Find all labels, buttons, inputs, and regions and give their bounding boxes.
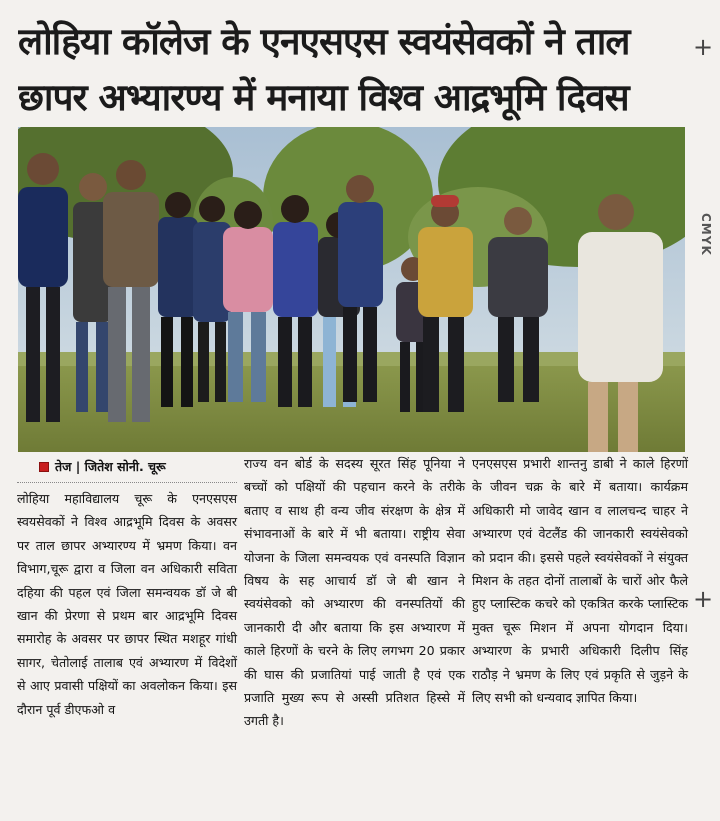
byline bbox=[17, 452, 237, 482]
cmyk-print-mark: CMYK bbox=[699, 213, 713, 256]
article-column-1 bbox=[17, 452, 237, 721]
registration-mark-icon: + bbox=[692, 585, 714, 613]
column-3-text: एनएसएस प्रभारी शान्तनु डाबी ने काले हिरणों के जीवन चक्र के बारे में बताया। कार्यक्रम अधिकारी मो जावेद खान व लालचन्द चाहर ने अभ्यारण एवं वेटलैंड की जानकारी स्वयंसेवको को प्रदान की। इससे पहले स्वयंसेवकों ने संयुक्त मिशन के तहत दोनों तालाबों के चारों ओर फैले हुए प्लास्टिक कचरे को एकत्रित करके प्लास्टिक मुक्त चूरू मिशन में अपना योगदान दिया। अभ्यारण के प्रभारी अधिकारी दिलीप सिंह राठौड़ ने भ्रमण के लिए एवं प्रकृति से जुड़ने के लिए सभी को धन्यवाद ज्ञापित किया। bbox=[472, 456, 688, 706]
byline-text: तेज | जितेश सोनी. चूरू bbox=[55, 459, 166, 474]
registration-mark-icon: + bbox=[692, 33, 714, 61]
group-photo-illustration bbox=[18, 127, 685, 452]
byline-marker-icon bbox=[39, 462, 49, 472]
headline-line-1: लोहिया कॉलेज के एनएसएस स्वयंसेवकों ने ताल bbox=[18, 20, 630, 63]
column-2-text: राज्य वन बोर्ड के सदस्य सूरत सिंह पूनिया ने बच्चों को पक्षियों की पहचान करने के तरीके बताए व साथ ही वन्य जीव संरक्षण के क्षेत्र में संभावनाओं के बारे में भी बताया। राष्ट्रीय सेवा योजना के जिला समन्वयक एवं वनस्पति विज्ञान विषय के सह आचार्य डॉ जे बी खान ने स्वयंसेवको को अभ्यारण की वनस्पतियों की जानकारी दी और बताया कि इस अभ्यारण में काले हिरणों के चरने के लिए लगभग 20 प्रकार की घास की प्रजातियां पाई जाती है एवं एक प्रजाति मुख्य रूप से अस्सी प्रतिशत हिस्से में उगती है। bbox=[244, 456, 465, 729]
article-column-3 bbox=[472, 452, 688, 709]
column-1-text: लोहिया महाविद्यालय चूरू के एनएसएस स्वयसेवकों ने विश्व आद्रभूमि दिवस के अवसर पर ताल छापर अभ्यारण्य में भ्रमण किया। वन विभाग,चूरू द्वारा व जिला वन अधिकारी सविता दहिया की पहल एवं जिला समन्वयक डॉ जे बी खान की प्रेरणा से प्रथम बार आद्रभूमि दिवस समारोह के अवसर पर छापर स्थित मशहूर गांधी सागर, चेतोलाई तालाब एवं अभ्यारण में विदेशों से आए प्रवासी पक्षियों का अवलोकन किया। इस दौरान पूर्व डीएफओ व bbox=[17, 491, 237, 717]
article-photo bbox=[18, 127, 685, 452]
headline-line-2: छापर अभ्यारण्य में मनाया विश्व आद्रभूमि दिवस bbox=[18, 76, 629, 119]
article-headline bbox=[18, 14, 686, 126]
byline-divider bbox=[17, 482, 237, 483]
article-column-2 bbox=[244, 452, 465, 733]
